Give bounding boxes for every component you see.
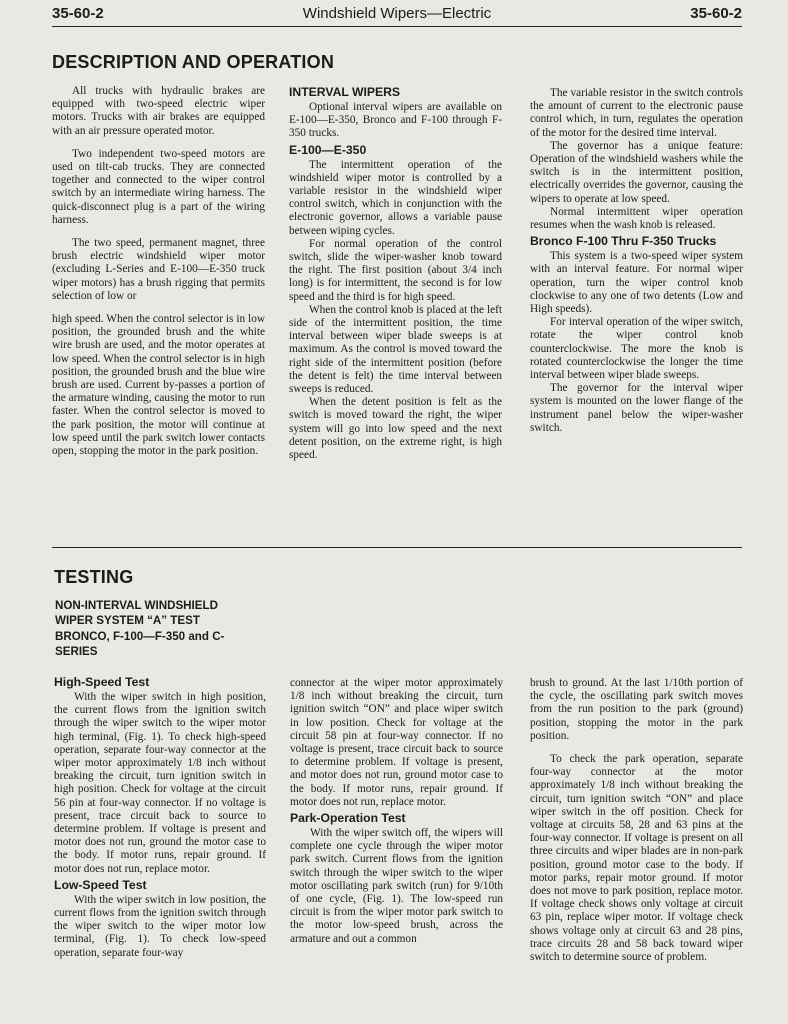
paragraph: When the control knob is placed at the left side of the intermittent position, the time interval between wiper blade sweeps is at maximum. As the control is moved toward the right side of the intermittent position (before the detent is felt) the time interval between sweeps is reduced. [289, 303, 502, 396]
paragraph: To check the park operation, separate four-way connector at the motor approximately 1/8 inch without breaking the circuit, turn ignition switch “ON” and place wiper switch in the off position. Check for voltage at circuits 58, 28 and 63 pins at the four-way connector. If voltage is present on all three circuits and wiper blades are in non-park position, ground motor case to the body. If motor parks, repair motor ground. If motor does not move to park position, replace motor. If voltage check shows only voltage at circuit 63 pin, replace wiper motor. If voltage check shows voltage only at circuit 63 and 28 pins, trace circuits 28 and 58 back toward wiper switch to determine source of problem. [530, 753, 743, 964]
running-title: Windshield Wipers—Electric [302, 5, 492, 22]
paragraph: With the wiper switch in high position, the current flows from the ignition switch through the wiper switch to the wiper motor high terminal, (Fig. 1). To check high-speed operation, separate four-way connector at the wiper motor approximately 1/8 inch without breaking the circuit, turn ignition switch in high position. Check for voltage at the circuit 56 pin at four-way connector. If no voltage is present, trace circuit back to source to determine problem. If voltage is present and motor does not run, ground the motor case to the body. If motor runs, repair ground. If motor does not run, replace motor. [54, 691, 266, 875]
testing-column-1 [54, 675, 266, 960]
page-number-right: 35-60-2 [690, 5, 742, 22]
section-title-description: DESCRIPTION AND OPERATION [52, 52, 335, 72]
page-header [52, 4, 742, 27]
heading-e100-e350: E-100—E-350 [289, 142, 367, 157]
testing-column-2 [290, 677, 503, 946]
heading-high-speed-test: High-Speed Test [54, 675, 150, 689]
paragraph: connector at the wiper motor approximately 1/8 inch without breaking the circuit, turn ignition switch “ON” and place wiper switch in low position. Check for voltage at the circuit 58 pin at four-way connector. If no voltage is present, trace circuit back to source to determine problem. If voltage is present, and motor does not run, ground motor case to the body. If motor runs, repair ground. If motor does not run, replace motor. [290, 677, 503, 808]
paragraph: When the detent position is felt as the switch is moved toward the right, the wiper system will go into low speed and the next detent position, on the extreme right, is high speed. [289, 396, 502, 462]
paragraph: For interval operation of the wiper switch, rotate the wiper control knob counterclockwise. The more the knob is rotated counterclockwise the longer the time interval between wiper blade sweeps. [530, 316, 743, 382]
heading-low-speed-test: Low-Speed Test [54, 877, 147, 892]
paragraph: Two independent two-speed motors are used on tilt-cab trucks. They are connected together and connected to the wiper control switch by an intermediate wiring harness. The quick-disconnect plug is a part of the wiring harness. [52, 147, 265, 226]
paragraph: brush to ground. At the last 1/10th portion of the cycle, the oscillating park switch moves from the run position to the park (ground) position, stopping the motor in the park position. [530, 677, 743, 742]
description-column-1 [52, 85, 265, 458]
section-divider [52, 547, 742, 548]
paragraph: The governor has a unique feature: Operation of the windshield washers while the switch is in the intermittent position, electrically overrides the governor, causing the wipers to operate at low speed. [530, 139, 743, 205]
heading-bronco-f100: Bronco F-100 Thru F-350 Trucks [530, 234, 717, 249]
paragraph: Normal intermittent wiper operation resumes when the wash knob is released. [530, 205, 743, 232]
description-column-2 [289, 85, 502, 462]
paragraph: The intermittent operation of the windshield wiper motor is controlled by a variable resistor in the windshield wiper control switch, which in conjunction with the electronic governor, allows a variable pause between wiping cycles. [289, 158, 502, 237]
paragraph: Optional interval wipers are available on E-100—E-350, Bronco and F-100 through F-350 trucks. [289, 101, 502, 140]
paragraph: All trucks with hydraulic brakes are equipped with two-speed electric wiper motors. Trucks with air brakes are equipped with an air pressure operated motor. [52, 85, 265, 137]
heading-park-operation-test: Park-Operation Test [290, 811, 406, 826]
paragraph: This system is a two-speed wiper system with an interval feature. For normal wiper operation, turn the wiper control knob clockwise to any one of two detents (Low and High speeds). [530, 250, 743, 316]
testing-column-3 [530, 677, 743, 964]
heading-interval-wipers: INTERVAL WIPERS [289, 85, 401, 99]
subsection-heading-a-test: NON-INTERVAL WINDSHIELD WIPER SYSTEM “A” TEST BRONCO, F-100—F-350 and C-SERIES [55, 599, 225, 659]
paragraph: With the wiper switch off, the wipers will complete one cycle through the wiper motor park switch. Current flows from the ignition switch through the wiper switch to the wiper motor oscillating park switch (run) for 9/10th of one cycle, (Fig. 1). The low-speed run circuit is from the wiper motor park switch to the motor low-speed brush, across the armature and out a common [290, 827, 503, 945]
paragraph: The governor for the interval wiper system is mounted on the lower flange of the instrument panel below the wiper-washer switch. [530, 382, 743, 434]
paragraph: With the wiper switch in low position, the current flows from the ignition switch through the wiper switch to the wiper motor low terminal, (Fig. 1). To check low-speed operation, separate four-way [54, 893, 266, 959]
paragraph: For normal operation of the control switch, slide the wiper-washer knob toward the right. The first position (about 3/4 inch long) is for intermittent, the second is for low speed and the third is for high speed. [289, 237, 502, 303]
paragraph: The variable resistor in the switch controls the amount of current to the electronic pause control which, in turn, regulates the operation of the motor for the desired time interval. [530, 87, 743, 139]
paragraph: high speed. When the control selector is in low position, the grounded brush and the white wire brush are used, and the motor operates at low speed. When the control selector is in high position, the grounded brush and the blue wire brush are used. Current by-passes a portion of the armature winding, causing the motor to run faster. When the control selector is moved to the park position, the motor will continue at low speed until the park switch lower contacts open, stopping the motor in the park position. [52, 313, 265, 458]
page-number-left: 35-60-2 [52, 5, 104, 22]
paragraph: The two speed, permanent magnet, three brush electric windshield wiper motor (excluding L-Series and E-100—E-350 truck wiper motors) has a brush rigging that permits selection of low or [52, 237, 265, 302]
description-column-3 [530, 87, 743, 435]
section-title-testing: TESTING [54, 567, 134, 587]
